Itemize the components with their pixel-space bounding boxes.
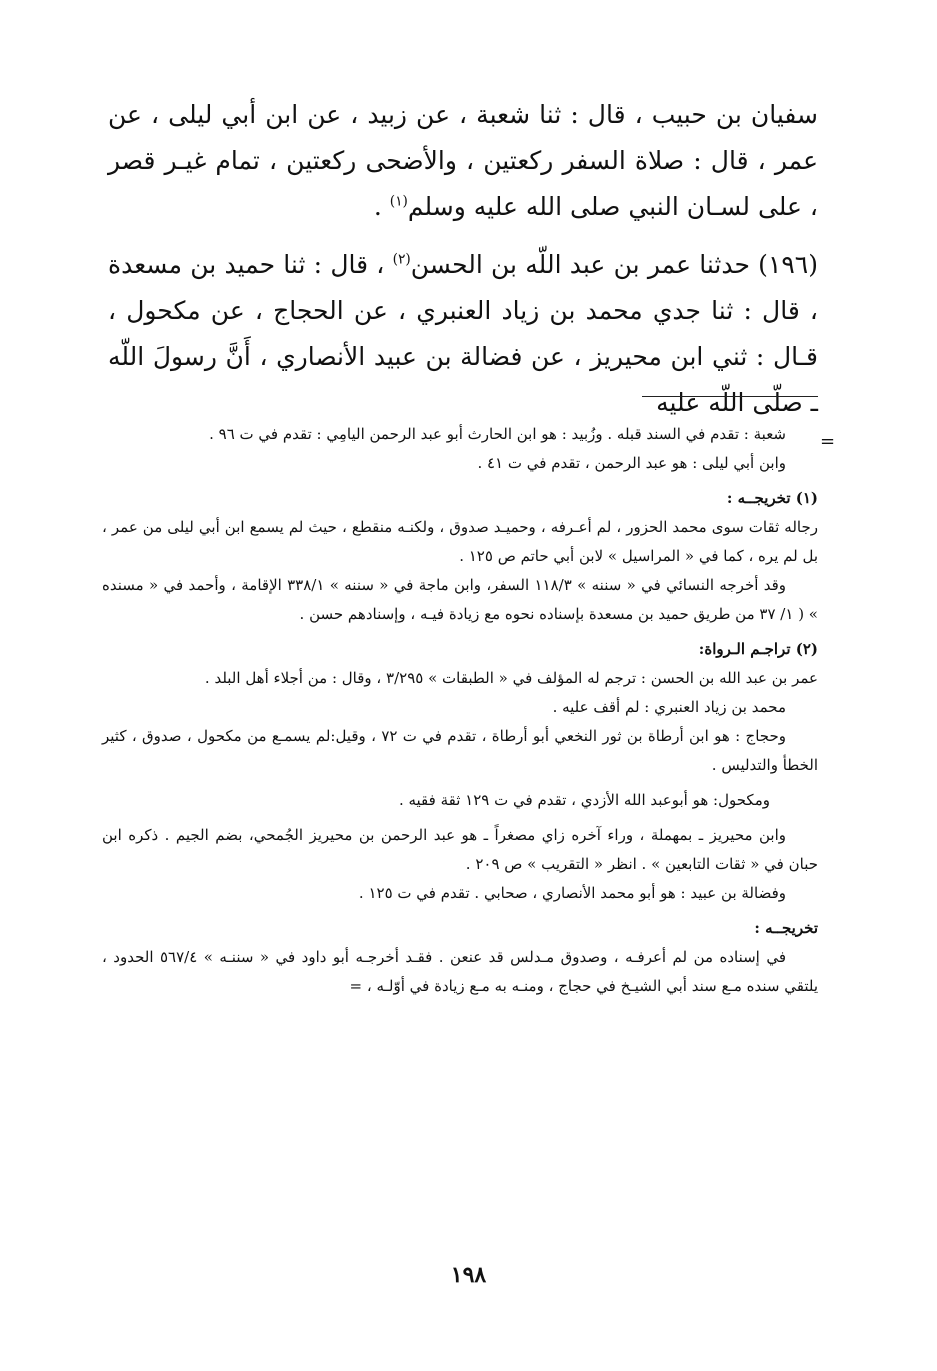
footnote-2-text: محمد بن زياد العنبري : لم أقف عليه . bbox=[552, 698, 786, 716]
footnote-2-heading: (٢) تراجـم الـرواة: bbox=[698, 640, 818, 658]
page-number: ١٩٨ bbox=[450, 1262, 487, 1288]
footnote-carry-line: شعبة : تقدم في السند قبله . وزُبيد : هو ابن الحارث أبو عبد الرحمن اليامِي : تقدم في ت ٩٦ . bbox=[209, 425, 786, 443]
footnote-3-text: في إسناده من لم أعرفـه ، وصدوق مـدلس قد عنعن . فقـد أخرجـه أبو داود في « سننـه » ٥٦٧/٤ الحدود ، يلتقي سنده مـع سند أبي الشيـخ في حجاج ، ومنـه به مـع زيادة في أوّلـه ، = bbox=[102, 948, 818, 995]
main-paragraph-196: (١٩٦) حدثنا عمر بن عبد اللّه بن الحسن$^{(٢)}$ ، قال : ثنا حميد بن مسعدة ، قال : ثنا جدي محمد بن زياد العنبري ، عن الحجاج ، عن مكحول ، قـال : ثني ابن محيريز ، عن فضالة بن عبيد الأنصاري ، أَنَّ رسولَ اللّه ـ صلّى اللّه عليه bbox=[108, 250, 818, 417]
main-text bbox=[108, 92, 818, 426]
footnote-ref-1[interactable]: (١) bbox=[389, 193, 408, 210]
footnote-2-text: عمر بن عبد الله بن الحسن : ترجم له المؤلف في « الطبقات » ٣/٢٩٥ ، وقال : من أجلاء أهل البلد . bbox=[204, 669, 818, 687]
footnote-1-heading: (١) تخريجــه : bbox=[726, 489, 818, 507]
footnote-2-text: وفضالة بن عبيد : هو أبو محمد الأنصاري ، صحابي . تقدم في ت ١٢٥ . bbox=[358, 884, 786, 902]
main-paragraph-1: سفيان بن حبيب ، قال : ثنا شعبة ، عن زبيد ، عن ابن أبي ليلى ، عن عمر ، قال : صلاة السفر ركعتين ، والأضحى ركعتين ، تمام غيـر قصر ، على لسـان النبي صلى الله عليه وسلم$^{(١)}$ . bbox=[108, 100, 818, 221]
footnote-2-text: وابن محيريز ـ بمهملة ، وراء آخره زاي مصغراً ـ هو عبد الرحمن بن محيريز الجُمحي، بضم الجيم . ذكره ابن حبان في « ثقات التابعين » . انظر « التقريب » ص ٢٠٩ . bbox=[102, 826, 818, 873]
footnote-3-heading: تخريجــه : bbox=[754, 919, 818, 937]
footnote-2-text: ومكحول: هو أبوعبد الله الأزدي ، تقدم في ت ١٢٩ ثقة فقيه . bbox=[398, 791, 770, 809]
footnote-carry-line: وابن أبي ليلى : هو عبد الرحمن ، تقدم في ت ٤١ . bbox=[477, 454, 786, 472]
footnote-1-text: رجاله ثقات سوى محمد الحزور ، لم أعـرفه ، وحميـد صدوق ، ولكنـه منقطع ، حيث لم يسمع ابن أبي ليلى من عمر ، بل لم يره ، كما في « المراسيل » لابن أبي حاتم ص ١٢٥ . bbox=[102, 518, 818, 565]
continuation-mark: = bbox=[820, 431, 836, 452]
footnote-ref-2[interactable]: (٢) bbox=[392, 251, 411, 268]
footnote-1-text: وقد أخرجه النسائي في « سننه » ١١٨/٣ السفر، وابن ماجة في « سننه » ٣٣٨/١ الإقامة ، وأحمد في « مسنده » ( ١/ ٣٧ من طريق حميد بن مسعدة بإسناده نحوه مع زيادة فيـه ، وإسنادهم حسن . bbox=[102, 576, 818, 623]
footnote-2-text: وحجاج : هو ابن أرطاة بن ثور النخعي أبو أرطاة ، تقدم في ت ٧٢ ، وقيل:لم يسمـع من مكحول ، صدوق ، كثير الخطأ والتدليس . bbox=[102, 727, 818, 774]
footnote-separator bbox=[642, 396, 818, 397]
footnotes bbox=[102, 420, 818, 1001]
